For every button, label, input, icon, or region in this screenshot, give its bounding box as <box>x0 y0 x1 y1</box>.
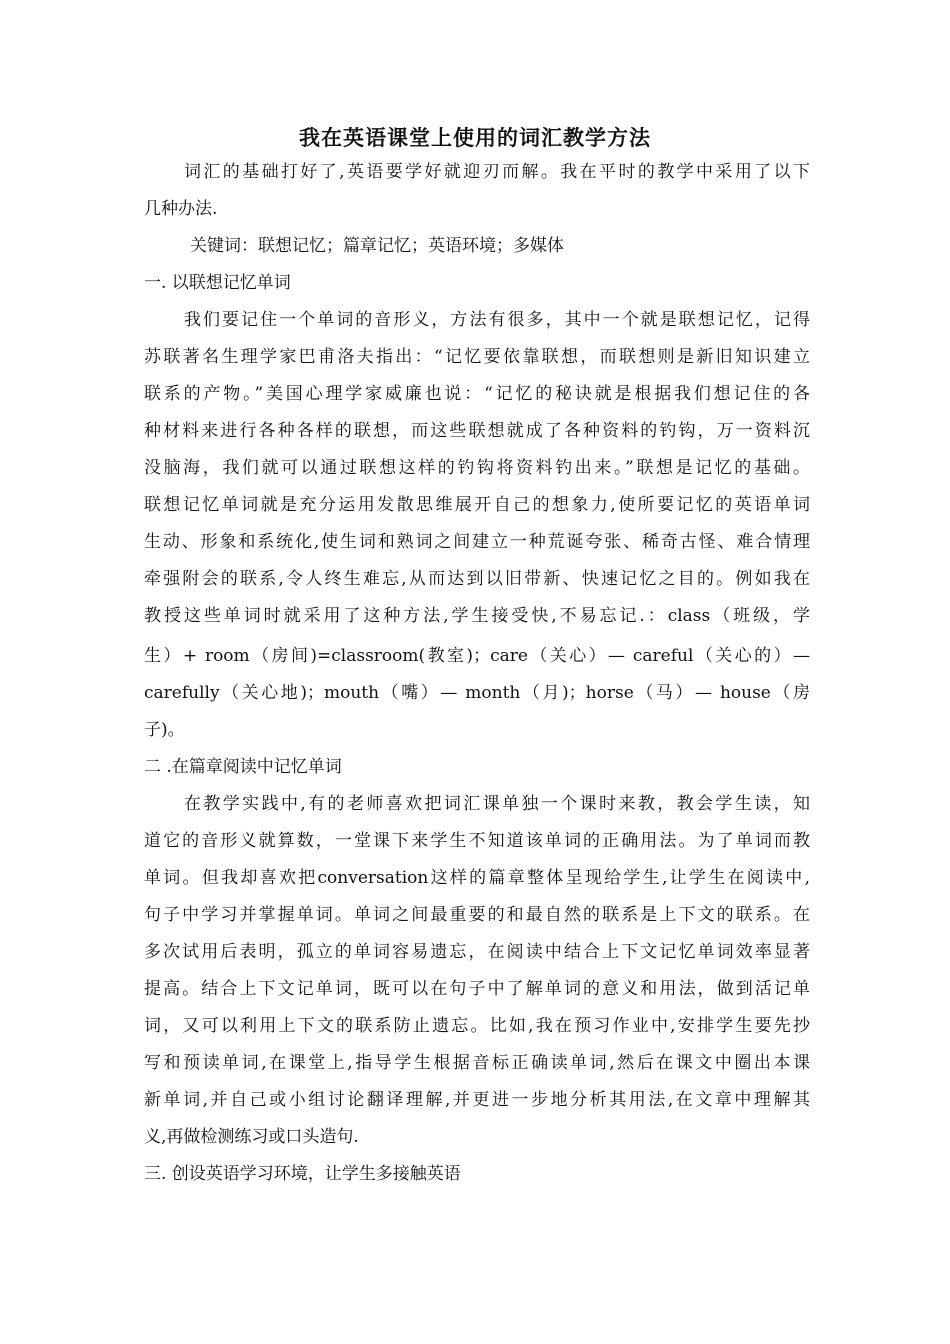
paragraph-line: 苏联著名生理学家巴甫洛夫指出：“记忆要依靠联想，而联想则是新旧知识建立 <box>144 347 810 367</box>
paragraph-line: carefully（关心地)；mouth（嘴）— month（月)；horse（马）— house（房 <box>144 683 810 703</box>
paragraph-line: 生动、形象和系统化,使生词和熟词之间建立一种荒诞夸张、稀奇古怪、难合情理 <box>144 532 810 552</box>
paragraph-line: 牵强附会的联系,令人终生难忘,从而达到以旧带新、快速记忆之目的。例如我在 <box>144 569 810 589</box>
paragraph-line: 联想记忆单词就是充分运用发散思维展开自己的想象力,使所要记忆的英语单词 <box>144 495 810 515</box>
paragraph-line: 教授这些单词时就采用了这种方法,学生接受快,不易忘记.：class（班级，学 <box>144 606 810 626</box>
paragraph-line: 在教学实践中,有的老师喜欢把词汇课单独一个课时来教，教会学生读，知 <box>184 794 810 814</box>
paragraph-line: 提高。结合上下文记单词，既可以在句子中了解单词的意义和用法，做到活记单 <box>144 979 810 999</box>
paragraph-line: 子)。 <box>144 720 185 740</box>
paragraph-line: 写和预读单词,在课堂上,指导学生根据音标正确读单词,然后在课文中圈出本课 <box>144 1053 810 1073</box>
paragraph-line: 多次试用后表明，孤立的单词容易遗忘，在阅读中结合上下文记忆单词效率显著 <box>144 942 810 962</box>
paragraph-line: 词，又可以利用上下文的联系防止遗忘。比如,我在预习作业中,安排学生要先抄 <box>144 1016 810 1036</box>
paragraph-line: 义,再做检测练习或口头造句. <box>144 1127 359 1147</box>
paragraph-line: 单词。但我却喜欢把conversation这样的篇章整体呈现给学生,让学生在阅读中, <box>144 868 810 888</box>
paragraph-line: 生）+ room（房间)=classroom(教室)；care（关心）— careful（关心的）— <box>144 646 810 666</box>
intro-line: 词汇的基础打好了,英语要学好就迎刃而解。我在平时的教学中采用了以下 <box>184 162 810 182</box>
document-title: 我在英语课堂上使用的词汇教学方法 <box>299 125 651 150</box>
paragraph-line: 句子中学习并掌握单词。单词之间最重要的和最自然的联系是上下文的联系。在 <box>144 905 810 925</box>
paragraph-line: 道它的音形义就算数，一堂课下来学生不知道该单词的正确用法。为了单词而教 <box>144 831 810 851</box>
paragraph-line: 种材料来进行各种各样的联想，而这些联想就成了各种资料的钓钩，万一资料沉 <box>144 421 810 441</box>
section-heading: 二 .在篇章阅读中记忆单词 <box>144 757 342 777</box>
section-heading: 三. 创设英语学习环境，让学生多接触英语 <box>144 1164 461 1184</box>
section-heading: 一. 以联想记忆单词 <box>144 273 291 293</box>
paragraph-line: 没脑海，我们就可以通过联想这样的钓钩将资料钓出来。”联想是记忆的基础。 <box>144 458 810 478</box>
keywords-line: 关键词：联想记忆；篇章记忆；英语环境；多媒体 <box>190 236 564 256</box>
intro-line: 几种办法. <box>144 199 218 219</box>
paragraph-line: 新单词,并自己或小组讨论翻译理解,并更进一步地分析其用法,在文章中理解其 <box>144 1090 810 1110</box>
paragraph-line: 联系的产物。”美国心理学家威廉也说：“记忆的秘诀就是根据我们想记住的各 <box>144 384 810 404</box>
paragraph-line: 我们要记住一个单词的音形义，方法有很多，其中一个就是联想记忆，记得 <box>184 310 810 330</box>
